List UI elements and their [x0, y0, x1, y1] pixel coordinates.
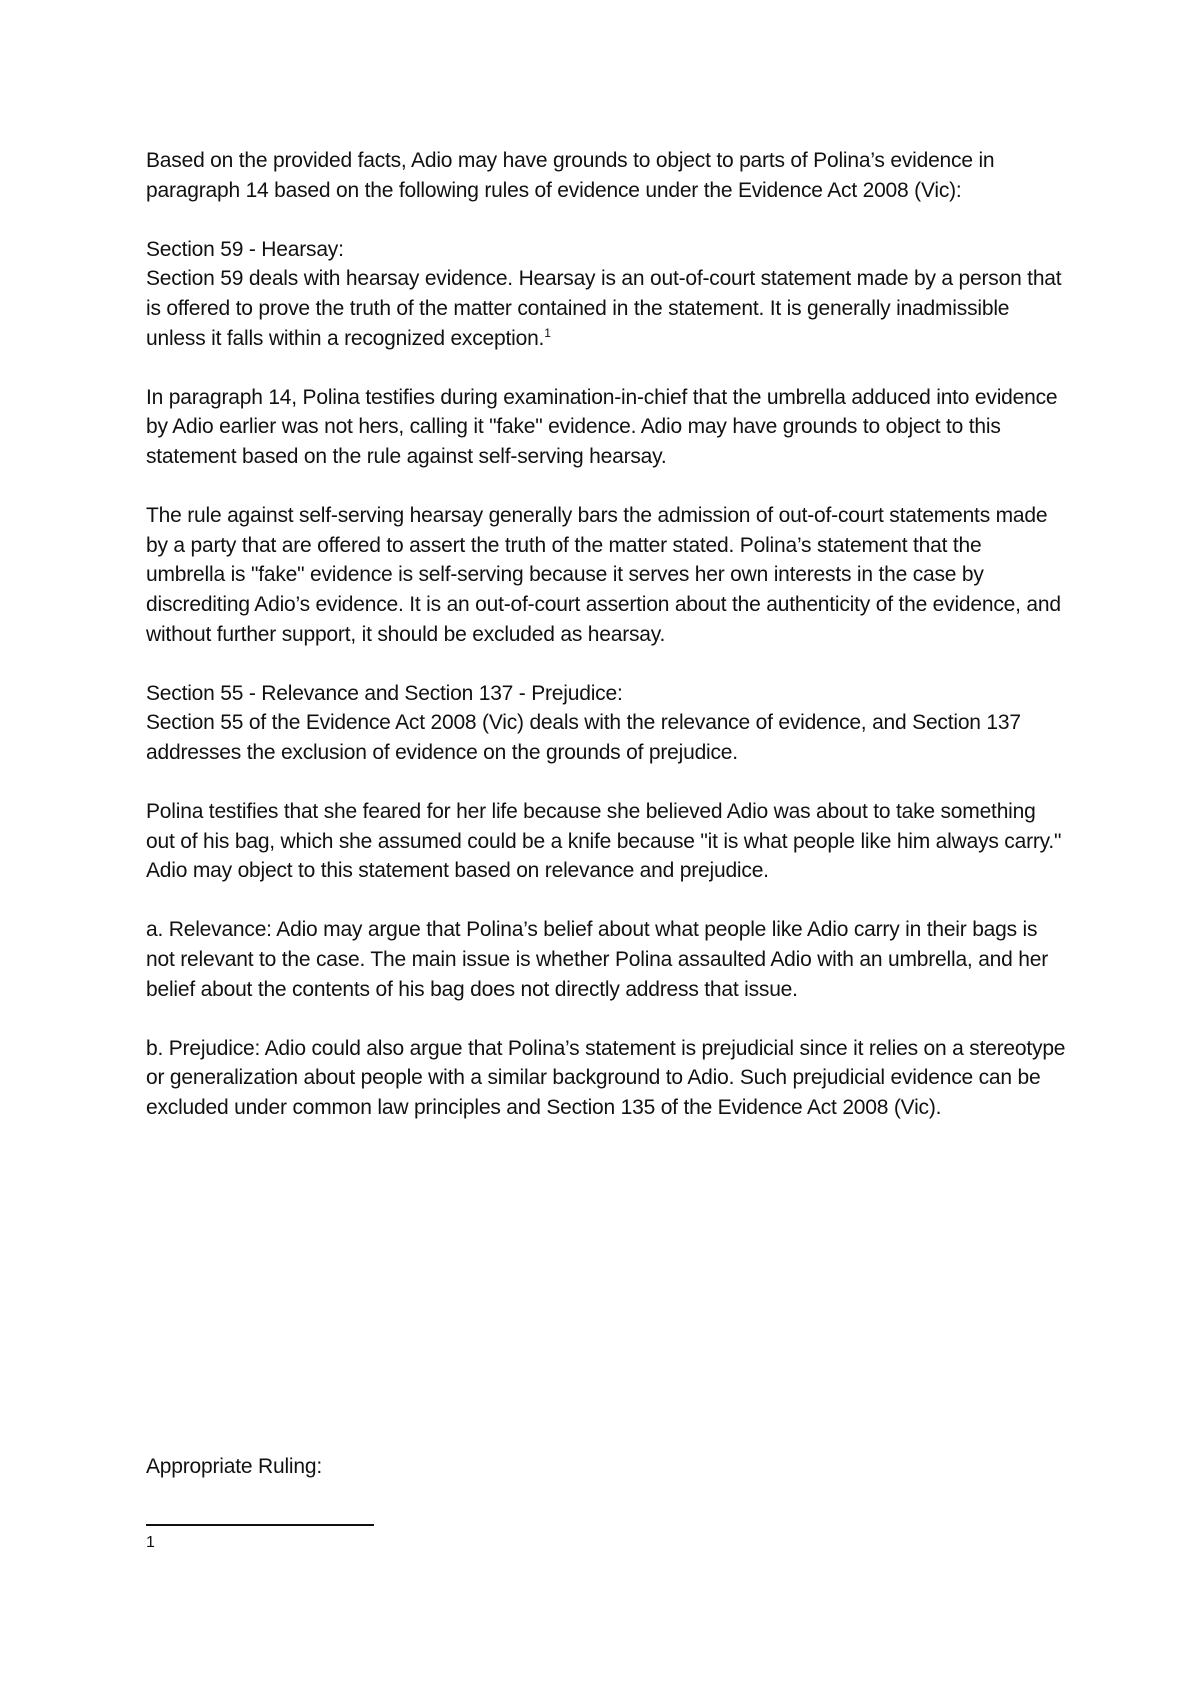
section59-paragraph — [146, 264, 1066, 353]
footnote-number: 1 — [146, 1534, 155, 1551]
paragraph14-analysis: In paragraph 14, Polina testifies during examination-in-chief that the umbrella adduced into evidence by Adio earlier was not hers, calling it "fake" evidence. Adio may have grounds to object to this statement based on the rule against self-serving hearsay. — [146, 385, 1058, 468]
ruling-heading: Appropriate Ruling: — [146, 1455, 322, 1478]
section59-body: Section 59 deals with hearsay evidence. Hearsay is an out-of-court statement made by a person that is offered to prove the truth of the matter contained in the statement. It is generally inadmissible unless it falls within a recognized exception. — [146, 267, 1062, 350]
intro-paragraph: Based on the provided facts, Adio may have grounds to object to parts of Polina’s evidence in paragraph 14 based on the following rules of evidence under the Evidence Act 2008 (Vic): — [146, 149, 995, 202]
section59-heading: Section 59 - Hearsay: — [146, 237, 344, 261]
section55-paragraph: Section 55 of the Evidence Act 2008 (Vic) deals with the relevance of evidence, and Section 137 addresses the exclusion of evidence on the grounds of prejudice. — [146, 711, 1021, 764]
prejudice-paragraph: b. Prejudice: Adio could also argue that Polina’s statement is prejudicial since it relies on a stereotype or generalization about people with a similar background to Adio. Such prejudicial evidence can be excluded under common law principles and Section 135 of the Evidence Act 2008 (Vic). — [146, 1036, 1066, 1119]
footnote-separator — [146, 1524, 374, 1526]
section55-heading: Section 55 - Relevance and Section 137 - Prejudice: — [146, 681, 623, 705]
footnote-reference: 1 — [544, 325, 551, 340]
self-serving-hearsay-paragraph: The rule against self-serving hearsay generally bars the admission of out-of-court statements made by a party that are offered to assert the truth of the matter stated. Polina’s statement that the umbrella is "fake" evidence is self-serving because it serves her own interests in the case by discrediting Adio’s evidence. It is an out-of-court assertion about the authenticity of the evidence, and without further support, it should be excluded as hearsay. — [146, 504, 1061, 646]
polina-fear-paragraph: Polina testifies that she feared for her life because she believed Adio was about to take something out of his bag, which she assumed could be a knife because "it is what people like him always carry." Adio may object to this statement based on relevance and prejudice. — [146, 800, 1062, 883]
relevance-paragraph: a. Relevance: Adio may argue that Polina’s belief about what people like Adio carry in their bags is not relevant to the case. The main issue is whether Polina assaulted Adio with an umbrella, and her belief about the contents of his bag does not directly address that issue. — [146, 918, 1049, 1001]
document-body — [146, 146, 1066, 1152]
